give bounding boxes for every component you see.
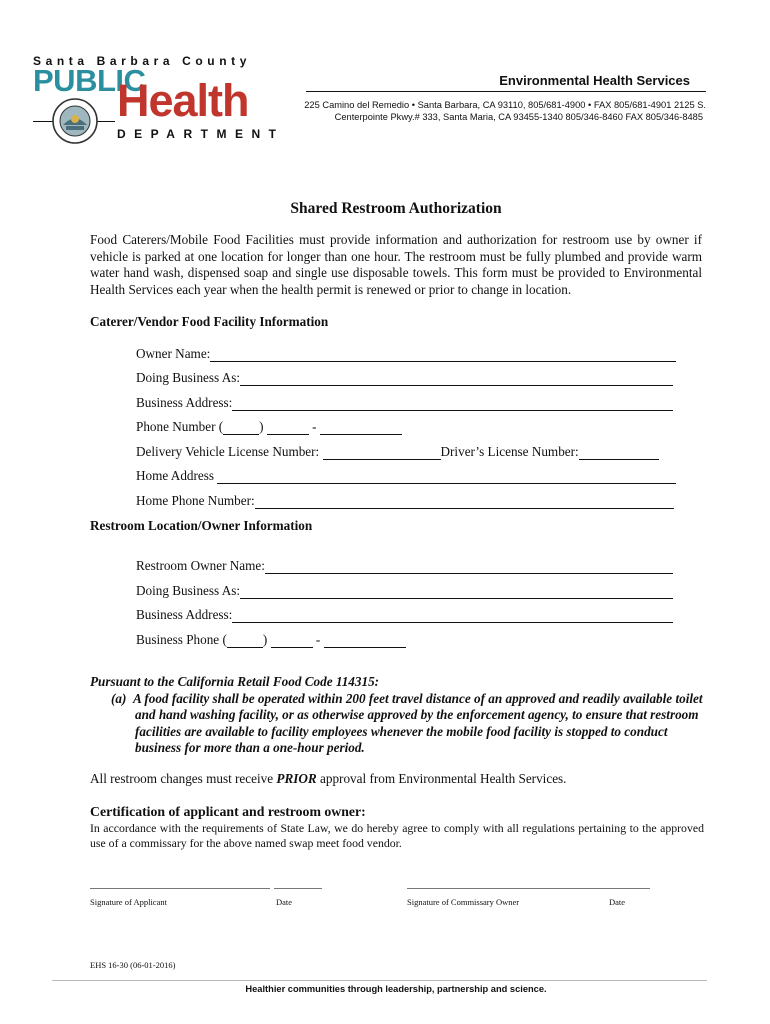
restroom-owner-field	[136, 558, 673, 574]
food-code-item	[90, 691, 715, 757]
food-code-item-text: A food facility shall be operated within 200 feet travel distance of an approved and readily available toilet and hand washing facility, or as otherwise approved by the enforcement agency, to ensure that restroom facilities are available to facility employees whenever the mobile food facility is stopped to conduct business for more than a one-hour period.	[132, 690, 703, 756]
restroom-dba-field	[136, 583, 673, 599]
dba-field	[136, 370, 673, 386]
applicant-signature-line[interactable]	[90, 888, 270, 889]
restroom-address-field	[136, 607, 673, 623]
vehicle-license-input-line[interactable]	[323, 447, 441, 460]
business-address-label: Business Address:	[136, 395, 233, 410]
owner-name-field	[136, 346, 676, 362]
restroom-phone-prefix-line[interactable]	[271, 635, 313, 648]
home-phone-field	[136, 493, 674, 509]
logo-public-text: PUBLIC	[33, 63, 146, 98]
phone-number-label: Phone Number (	[136, 419, 224, 434]
intro-paragraph: Food Caterers/Mobile Food Facilities must provide information and authorization for restroom use by owner if vehicle is parked at one location for longer than one hour. The restroom must be fully plumbed and provide warm water hand wash, dispensed soap and single use disposable towels. This form must be provided to Environmental Health Services each year when the health permit is renewed or prior to change in location.	[90, 232, 702, 297]
restroom-phone-label: Business Phone (	[136, 632, 227, 647]
business-address-input-line[interactable]	[232, 398, 673, 411]
certification-title: Certification of applicant and restroom owner:	[90, 804, 366, 819]
restroom-phone-field	[136, 632, 406, 648]
form-title: Shared Restroom Authorization	[290, 200, 502, 217]
phone-paren-close: )	[259, 419, 264, 434]
phone-suffix-line[interactable]	[320, 422, 402, 435]
caterer-section-heading: Caterer/Vendor Food Facility Information	[90, 314, 329, 329]
restroom-phone-dash: -	[315, 632, 321, 647]
restroom-phone-paren-close: )	[262, 632, 268, 647]
commissary-signature-line[interactable]	[407, 888, 650, 889]
commissary-signature-label: Signature of Commissary Owner	[407, 897, 520, 907]
prior-emphasis: PRIOR	[276, 771, 317, 786]
drivers-license-label: Driver’s License Number:	[440, 444, 579, 459]
logo-county-text: Santa Barbara County	[33, 54, 252, 68]
footer-tagline: Healthier communities through leadership, partnership and science.	[245, 984, 547, 994]
phone-dash: -	[312, 419, 317, 434]
license-numbers-field	[136, 444, 659, 460]
home-address-field	[136, 468, 676, 484]
prior-text-after: approval from Environmental Health Services.	[316, 771, 567, 786]
county-seal-icon	[52, 98, 98, 144]
food-code-citation	[90, 674, 715, 757]
restroom-phone-area-line[interactable]	[227, 635, 263, 648]
restroom-owner-input-line[interactable]	[265, 561, 673, 574]
ehs-title: Environmental Health Services	[499, 73, 690, 88]
restroom-address-label: Business Address:	[136, 607, 233, 622]
restroom-dba-input-line[interactable]	[240, 586, 673, 599]
dba-label: Doing Business As:	[136, 370, 241, 385]
food-code-item-marker: (a)	[111, 690, 127, 706]
home-address-input-line[interactable]	[217, 471, 676, 484]
header-divider	[306, 91, 706, 92]
restroom-dba-label: Doing Business As:	[136, 583, 241, 598]
restroom-section-heading: Restroom Location/Owner Information	[90, 518, 313, 533]
phone-area-code-line[interactable]	[223, 422, 259, 435]
owner-name-label: Owner Name:	[136, 346, 211, 361]
commissary-date-label: Date	[609, 897, 626, 907]
food-code-title: Pursuant to the California Retail Food Code 114315:	[90, 674, 380, 689]
logo-department-text: DEPARTMENT	[117, 127, 285, 141]
restroom-owner-label: Restroom Owner Name:	[136, 558, 265, 573]
home-address-label: Home Address	[136, 468, 215, 483]
home-phone-input-line[interactable]	[255, 496, 674, 509]
prior-text-before: All restroom changes must receive	[90, 771, 277, 786]
restroom-address-input-line[interactable]	[232, 610, 673, 623]
home-phone-label: Home Phone Number:	[136, 493, 255, 508]
footer-divider	[52, 980, 707, 981]
certification-text: In accordance with the requirements of State Law, we do hereby agree to comply with all regulations pertaining to the approved use of a commissary for the above named swap meet food vendor.	[90, 821, 704, 850]
restroom-phone-suffix-line[interactable]	[324, 635, 406, 648]
vehicle-license-label: Delivery Vehicle License Number:	[136, 444, 320, 459]
prior-approval-line	[90, 771, 566, 787]
address-line-2: Centerpointe Pkwy.# 333, Santa Maria, CA 93455-1340 805/346-8460 FAX 805/346-8485	[334, 112, 703, 122]
applicant-signature-label: Signature of Applicant	[90, 897, 167, 907]
dba-input-line[interactable]	[240, 373, 673, 386]
applicant-date-label: Date	[276, 897, 293, 907]
phone-number-field	[136, 419, 402, 435]
business-address-field	[136, 395, 673, 411]
form-id: EHS 16-30 (06-01-2016)	[90, 960, 176, 970]
address-line-1: 225 Camino del Remedio • Santa Barbara, CA 93110, 805/681-4900 • FAX 805/681-4901 2125 S.	[304, 100, 706, 110]
drivers-license-input-line[interactable]	[579, 447, 659, 460]
applicant-date-line[interactable]	[274, 888, 322, 889]
logo-health-text: Health	[117, 75, 249, 126]
owner-name-input-line[interactable]	[210, 349, 676, 362]
phone-prefix-line[interactable]	[267, 422, 309, 435]
